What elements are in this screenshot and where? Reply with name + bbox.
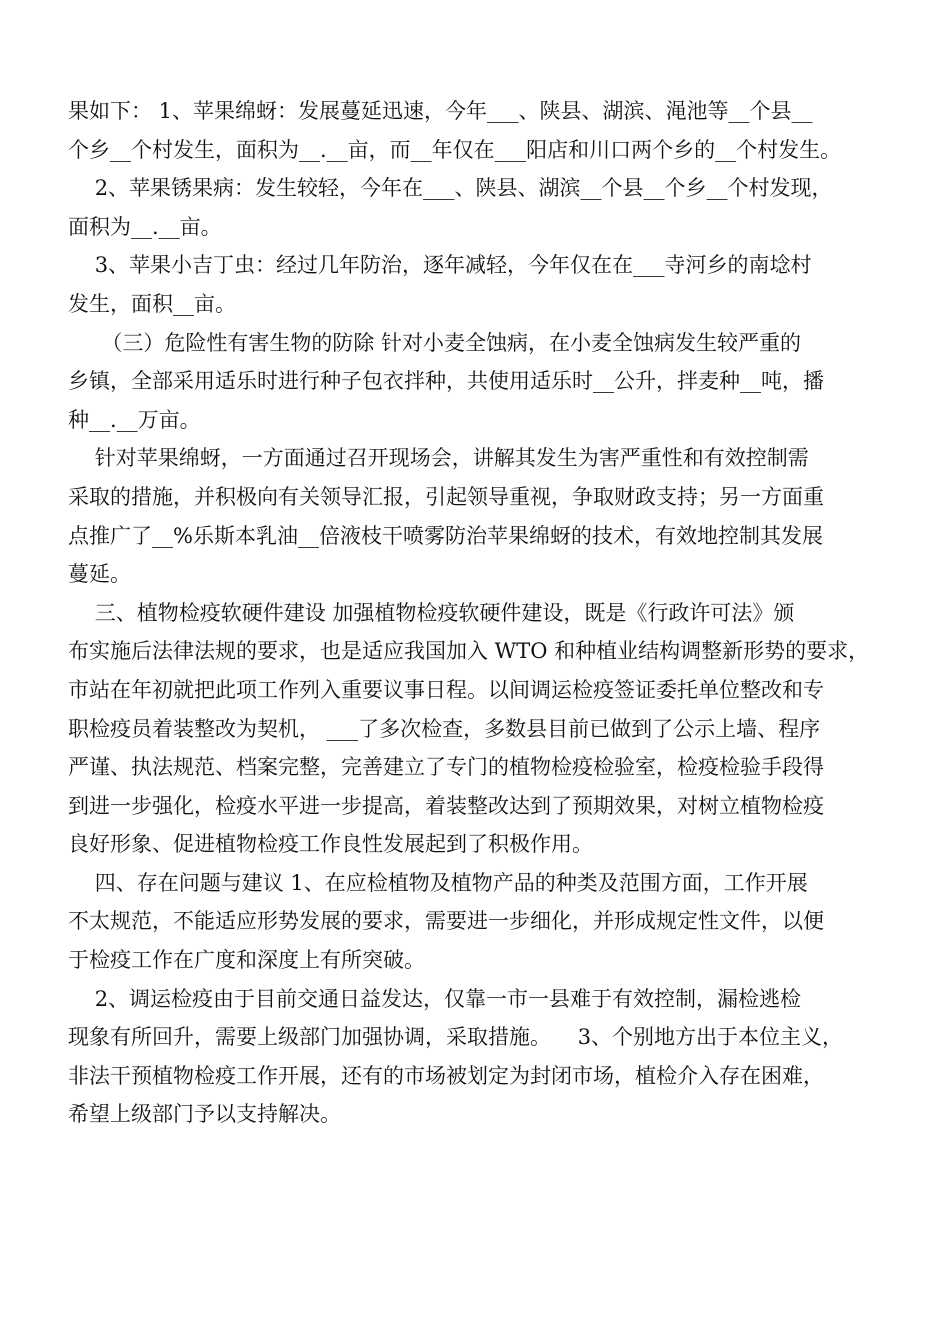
text-line: 2、调运检疫由于目前交通日益发达，仅靠一市一县难于有效控制，漏检逃检 [68, 986, 802, 1011]
document-body [68, 92, 882, 1134]
text-line: 2、苹果锈果病：发生较轻，今年在___、陕县、湖滨__个县__个乡__个村发现， [68, 176, 833, 201]
text-line: 严谨、执法规范、档案完整，完善建立了专门的植物检疫检验室，检疫检验手段得 [68, 755, 824, 780]
text-line: 蔓延。 [68, 562, 131, 587]
text-line: 到进一步强化，检疫水平进一步提高，着装整改达到了预期效果，对树立植物检疫 [68, 793, 824, 818]
text-line: 不太规范，不能适应形势发展的要求，需要进一步细化，并形成规定性文件，以便 [68, 909, 824, 934]
text-line: 职检疫员着装整改为契机， ___了多次检查，多数县目前已做到了公示上墙、程序 [68, 716, 821, 741]
text-line: 于检疫工作在广度和深度上有所突破。 [68, 948, 425, 973]
text-line: 针对苹果绵蚜，一方面通过召开现场会，讲解其发生为害严重性和有效控制需 [68, 446, 809, 471]
text-line: 面积为__.__亩。 [68, 214, 222, 239]
text-line: 乡镇，全部采用适乐时进行种子包衣拌种，共使用适乐时__公升，拌麦种__吨，播 [68, 369, 824, 394]
text-line: 希望上级部门予以支持解决。 [68, 1102, 341, 1127]
text-line: 点推广了__%乐斯本乳油__倍液枝干喷雾防治苹果绵蚜的技术，有效地控制其发展 [68, 523, 823, 548]
text-line: 3、苹果小吉丁虫：经过几年防治，逐年减轻，今年仅在在___寺河乡的南埝村 [68, 253, 812, 278]
text-line: 非法干预植物检疫工作开展，还有的市场被划定为封闭市场，植检介入存在困难， [68, 1063, 824, 1088]
text-line: （三）危险性有害生物的防除 针对小麦全蚀病，在小麦全蚀病发生较严重的 [68, 330, 802, 355]
text-line: 发生，面积__亩。 [68, 291, 236, 316]
text-line: 四、存在问题与建议 1、在应检植物及植物产品的种类及范围方面，工作开展 [68, 870, 808, 895]
text-line: 种__.__万亩。 [68, 407, 201, 432]
text-line: 个乡__个村发生，面积为__.__亩，而__年仅在___阳店和川口两个乡的__个村发生。 [68, 137, 842, 162]
text-line: 果如下： 1、苹果绵蚜：发展蔓延迅速，今年___、陕县、湖滨、渑池等__个县__ [68, 99, 813, 123]
text-line: 布实施后法律法规的要求，也是适应我国加入 WTO 和种植业结构调整新形势的要求， [68, 639, 870, 664]
text-line: 良好形象、促进植物检疫工作良性发展起到了积极作用。 [68, 832, 593, 857]
text-line: 采取的措施，并积极向有关领导汇报，引起领导重视，争取财政支持；另一方面重 [68, 484, 824, 509]
text-line: 三、植物检疫软硬件建设 加强植物检疫软硬件建设，既是《行政许可法》颁 [68, 600, 795, 625]
text-line: 现象有所回升，需要上级部门加强协调，采取措施。 3、个别地方出于本位主义， [68, 1025, 844, 1050]
text-line: 市站在年初就把此项工作列入重要议事日程。以间调运检疫签证委托单位整改和专 [68, 677, 824, 702]
